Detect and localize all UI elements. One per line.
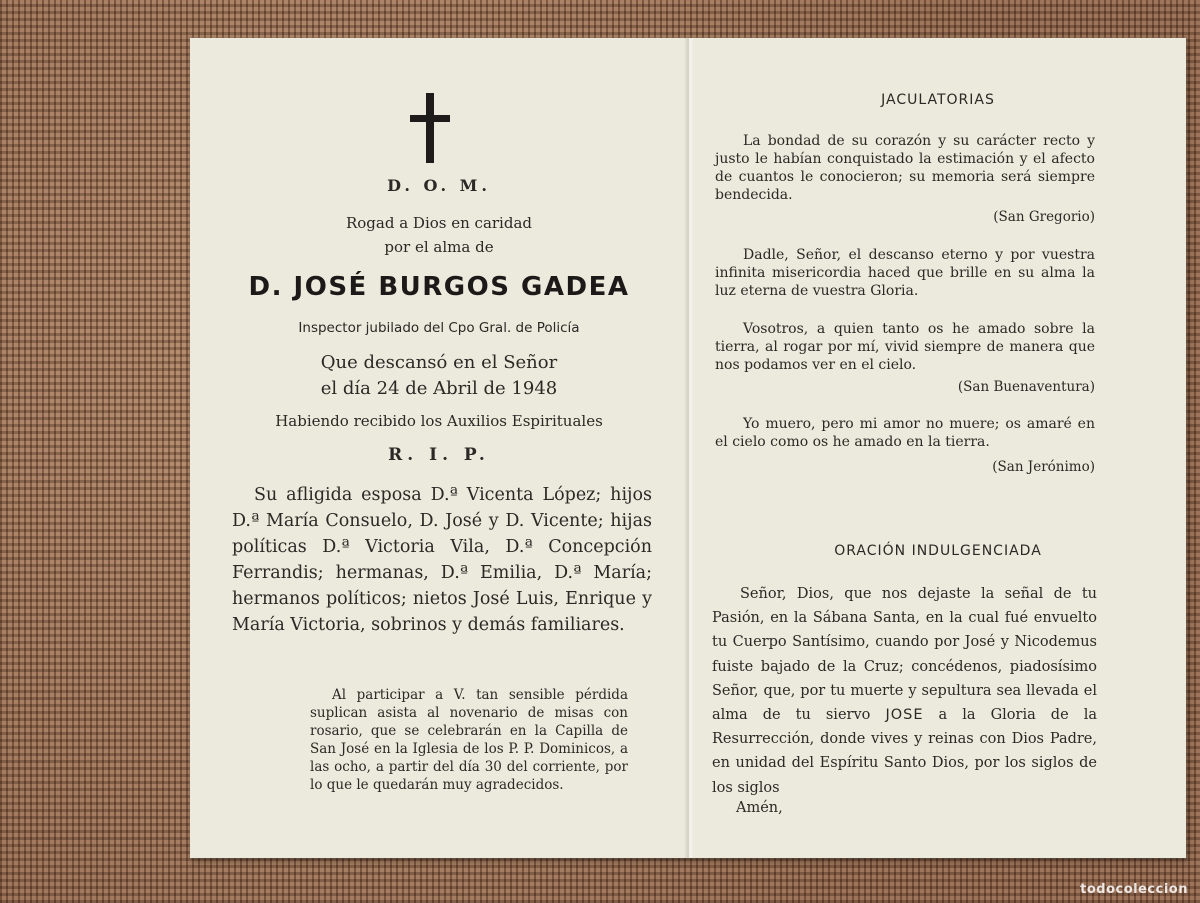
dom-heading: D. O. M. xyxy=(387,176,491,195)
descanso-line-1: Que descansó en el Señor xyxy=(320,352,558,373)
attribution-4: (San Jerónimo) xyxy=(992,459,1095,475)
watermark-logo: todocoleccion xyxy=(1080,882,1188,897)
rip-heading: R. I. P. xyxy=(388,445,490,465)
amen-line: Amén, xyxy=(736,800,783,816)
oracion-paragraph xyxy=(712,582,1097,800)
rogad-line: Rogad a Dios en caridad xyxy=(345,214,533,232)
notice-paragraph: Al participar a V. tan sensible pérdida suplican asista al novenario de misas con rosario, que se celebrarán en la Capilla de San José en la Iglesia de los P. P. Dominicos, a las ocho, a partir del día 30 del corriente, por lo que le quedarán muy agradecidos. xyxy=(310,687,628,793)
jaculatoria-4: Yo muero, pero mi amor no muere; os amaré en el cielo como os he amado en la tierra. xyxy=(715,416,1095,450)
jaculatorias-heading: JACULATORIAS xyxy=(881,92,995,108)
right-panel xyxy=(690,38,1186,858)
oracion-heading: ORACIÓN INDULGENCIADA xyxy=(834,543,1042,559)
auxilios-line: Habiendo recibido los Auxilios Espirituales xyxy=(275,412,603,430)
jaculatoria-3: Vosotros, a quien tanto os he amado sobre la tierra, al rogar por mí, vivid siempre de manera que nos podamos ver en el cielo. xyxy=(715,321,1095,373)
attribution-1: (San Gregorio) xyxy=(993,209,1095,225)
oracion-text-after: a la Gloria de la Resurrección, donde vives y reinas con Dios Padre, en unidad del Espíritu Santo Dios, por los siglos de los siglos xyxy=(712,707,1097,796)
descanso-line-2: el día 24 de Abril de 1948 xyxy=(320,378,558,399)
family-paragraph: Su afligida esposa D.ª Vicenta López; hijos D.ª María Consuelo, D. José y D. Vicente; hijas políticas D.ª Victoria Vila, D.ª Concepción Ferrandis; hermanas, D.ª Emilia, D.ª María; hermanos políticos; nietos José Luis, Enrique y María Victoria, sobrinos y demás familiares. xyxy=(232,485,652,635)
deceased-name: D. JOSÉ BURGOS GADEA xyxy=(248,272,630,302)
cross-icon xyxy=(410,93,450,163)
oracion-text-before: Señor, Dios, que nos dejaste la señal de tu Pasión, en la Sábana Santa, en la cual fué envuelto tu Cuerpo Santísimo, cuando por José y Nicodemus fuiste bajado de la Cruz; concédenos, piadosísimo Señor, que, por tu muerte y sepultura sea llevada el alma de tu siervo xyxy=(712,586,1097,724)
left-panel xyxy=(190,38,688,858)
attribution-3: (San Buenaventura) xyxy=(957,379,1095,395)
deceased-title: Inspector jubilado del Cpo Gral. de Policía xyxy=(298,320,580,336)
por-alma-line: por el alma de xyxy=(384,238,494,256)
oracion-name: JOSE xyxy=(885,707,924,724)
memorial-card xyxy=(190,38,1186,858)
jaculatoria-1: La bondad de su corazón y su carácter recto y justo le habían conquistado la estimación y el afecto de cuantos le conocieron; su memoria será siempre bendecida. xyxy=(715,133,1095,203)
jaculatoria-2: Dadle, Señor, el descanso eterno y por vuestra infinita misericordia haced que brille en su alma la luz eterna de vuestra Gloria. xyxy=(715,247,1095,299)
